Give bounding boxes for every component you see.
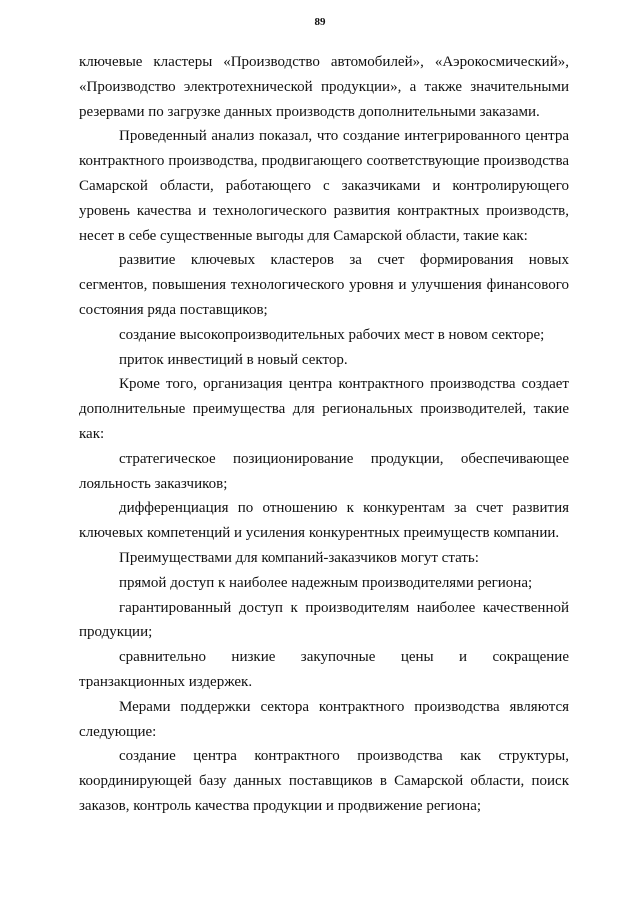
paragraph-customer-advantages: Преимуществами для компаний-заказчиков могут стать:	[119, 549, 479, 566]
list-item-positioning: стратегическое позиционирование продукции, обеспечивающее лояльность заказчиков;	[79, 450, 569, 492]
page-number: 89	[314, 16, 326, 28]
list-item-jobs: создание высокопроизводительных рабочих мест в новом секторе;	[119, 326, 545, 343]
list-item-low-prices: сравнительно низкие закупочные цены и сокращение транзакционных издержек.	[79, 649, 569, 690]
paragraph-support-measures: Мерами поддержки сектора контрактного производства являются следующие:	[79, 698, 569, 740]
list-item-guaranteed-access: гарантированный доступ к производителям наиболее качественной продукции;	[79, 599, 569, 641]
list-item-direct-access: прямой доступ к наиболее надежным производителями региона;	[119, 574, 533, 591]
list-item-center-creation: создание центра контрактного производства как структуры, координирующей базу данных поставщиков в Самарской области, поиск заказов, контроль качества продукции и продвижение региона;	[79, 748, 569, 814]
document-body	[79, 50, 569, 819]
paragraph-regional-advantages: Кроме того, организация центра контрактного производства создает дополнительные преимущества для региональных производителей, такие как:	[79, 376, 569, 442]
list-item-investment: приток инвестиций в новый сектор.	[119, 351, 348, 368]
paragraph-clusters-continuation: ключевые кластеры «Производство автомобилей», «Аэрокосмический», «Производство электротехнической продукции», а также значительными резервами по загрузке данных производств дополнительными заказами.	[79, 54, 569, 120]
paragraph-analysis: Проведенный анализ показал, что создание интегрированного центра контрактного производства, продвигающего соответствующие производства Самарской области, работающего с заказчиками и контролирующего уровень качества и технологического развития контрактных производств, несет в себе существенные выгоды для Самарской области, такие как:	[79, 128, 569, 244]
list-item-differentiation: дифференциация по отношению к конкурентам за счет развития ключевых компетенций и усиления конкурентных преимуществ компании.	[79, 500, 569, 542]
list-item-cluster-development: развитие ключевых кластеров за счет формирования новых сегментов, повышения технологического уровня и улучшения финансового состояния ряда поставщиков;	[79, 252, 569, 318]
